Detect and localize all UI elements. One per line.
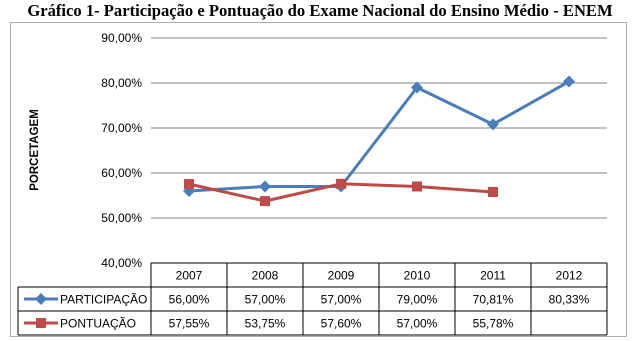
legend-marker-diamond: [35, 293, 47, 305]
y-tick-label: 80,00%: [101, 76, 142, 90]
y-tick-label: 60,00%: [101, 166, 142, 180]
data-point-diamond: [259, 181, 271, 193]
data-point-square: [260, 196, 270, 206]
table-value: 57,55%: [168, 316, 210, 331]
y-tick-label: 40,00%: [101, 256, 142, 270]
x-category-label: 2009: [327, 268, 355, 283]
table-value: 57,00%: [244, 292, 286, 307]
table-value: 57,60%: [320, 316, 362, 331]
y-tick-label: 90,00%: [101, 31, 142, 45]
table-value: 79,00%: [396, 292, 438, 307]
data-point-square: [488, 187, 498, 197]
table-value: 55,78%: [472, 316, 514, 331]
table-value: 80,33%: [548, 292, 590, 307]
data-point-square: [412, 182, 422, 192]
data-point-square: [336, 179, 346, 189]
y-tick-label: 70,00%: [101, 121, 142, 135]
table-value: 57,00%: [396, 316, 438, 331]
table-value: 57,00%: [320, 292, 362, 307]
table-value: 56,00%: [168, 292, 210, 307]
x-category-label: 2011: [480, 268, 506, 283]
x-category-label: 2010: [403, 268, 431, 283]
table-value: 53,75%: [244, 316, 286, 331]
x-category-label: 2008: [251, 268, 279, 283]
table-value: 70,81%: [472, 292, 514, 307]
y-tick-label: 50,00%: [101, 211, 142, 225]
legend-series-name: PONTUAÇÃO: [60, 316, 137, 331]
data-point-diamond: [563, 76, 575, 88]
data-point-square: [184, 179, 194, 189]
y-axis-label: PORCETAGEM: [29, 109, 41, 191]
legend-series-name: PARTICIPAÇÃO: [60, 292, 148, 307]
data-point-diamond: [487, 118, 499, 130]
chart-title: Gráfico 1- Participação e Pontuação do Exame Nacional do Ensino Médio - ENEM: [27, 1, 613, 20]
series-line-1: [189, 82, 569, 191]
x-category-label: 2007: [175, 268, 203, 283]
legend-marker-square: [36, 318, 46, 328]
x-category-label: 2012: [555, 268, 583, 283]
